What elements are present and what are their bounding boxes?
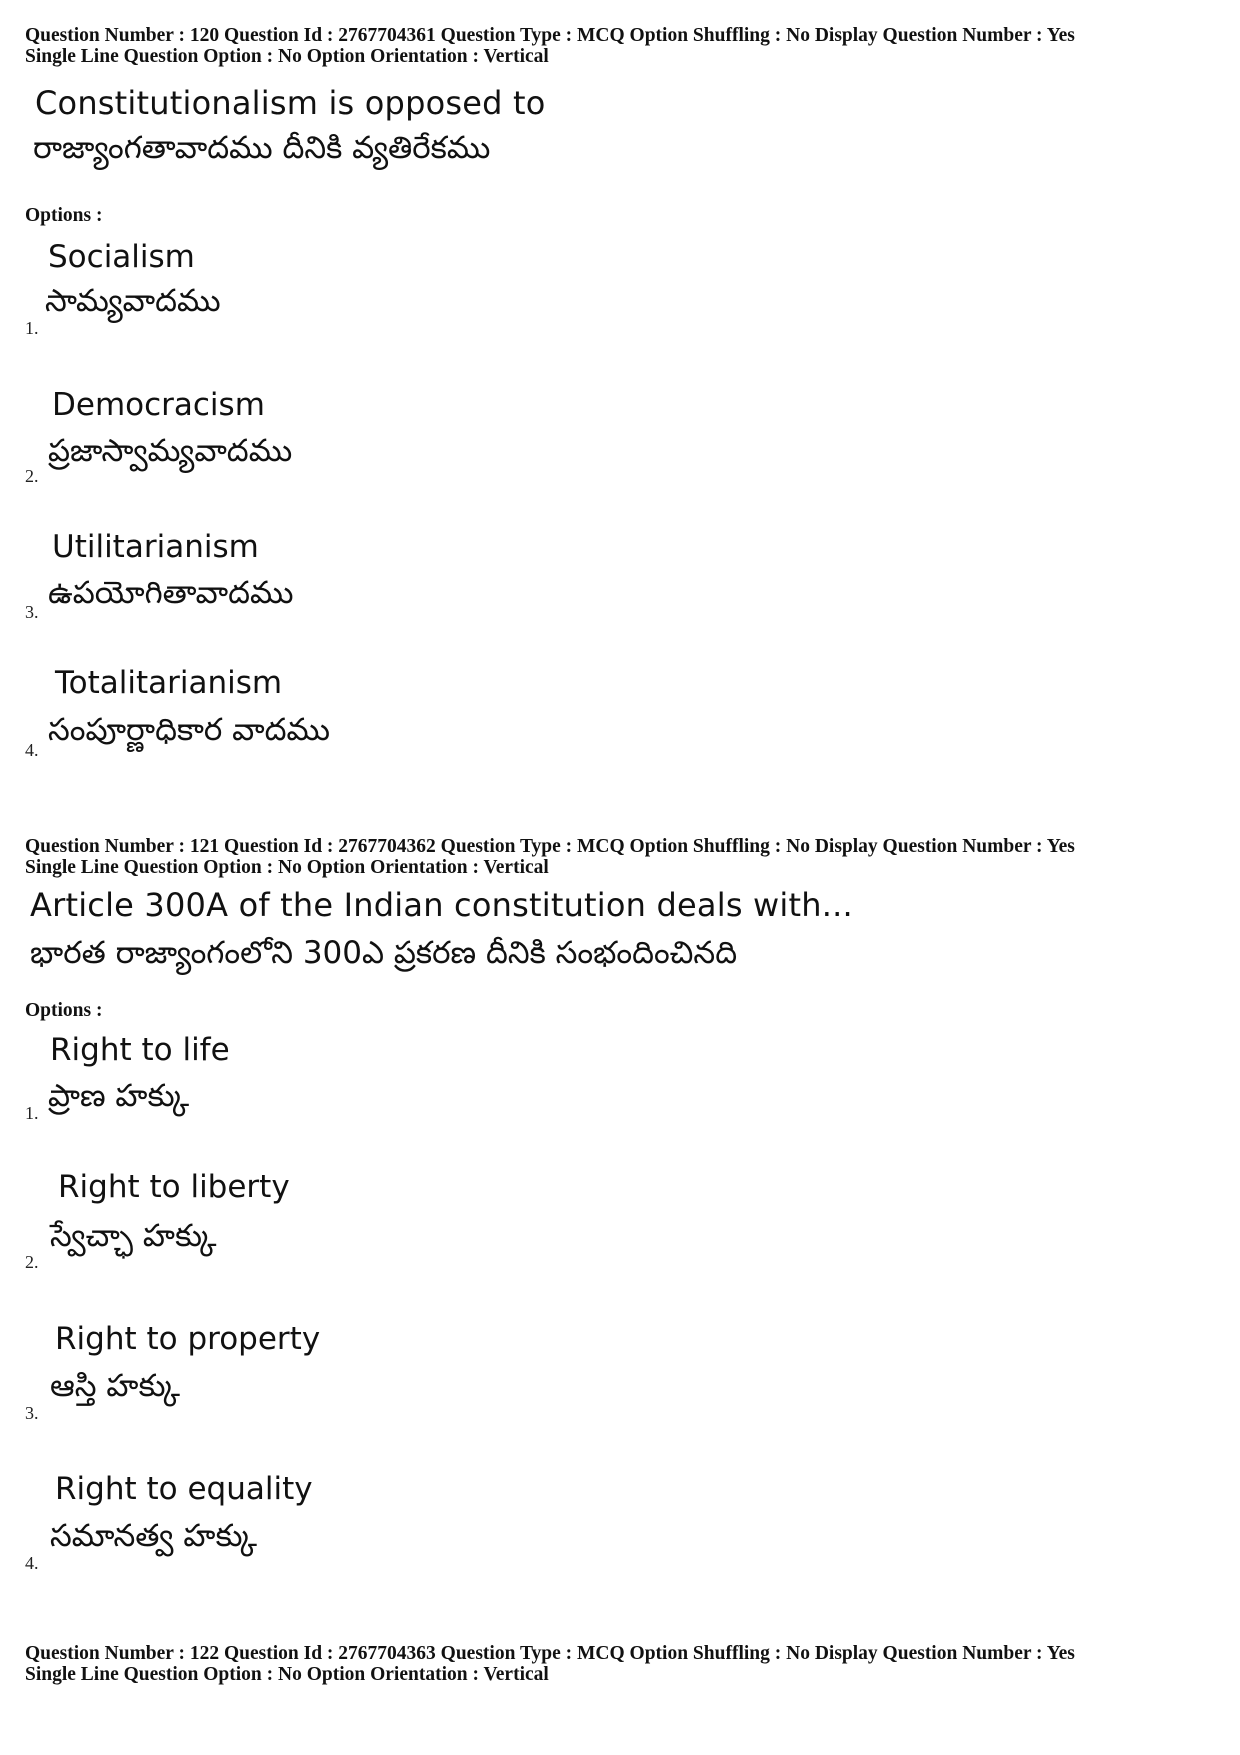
option-number: 4. <box>25 740 39 760</box>
option-text-en: Right to liberty <box>58 1169 290 1205</box>
option-text-en: Democracism <box>52 387 265 423</box>
option-text-te: ప్రాణ హక్కు <box>48 1078 190 1114</box>
option-text-en: Right to property <box>55 1321 321 1357</box>
option-number: 2. <box>25 1252 39 1272</box>
option-text-te: సామ్యవాదము <box>45 283 221 319</box>
options-label: Options : <box>25 205 103 226</box>
option-text-en: Right to equality <box>55 1471 313 1507</box>
question-text-te: భారత రాజ్యాంగంలోని 300ఎ ప్రకరణ దీనికి సంభందించినది <box>30 935 738 971</box>
option-text-te: ప్రజాస్వామ్యవాదము <box>48 433 293 469</box>
option-number: 2. <box>25 466 39 486</box>
question-meta-line1: Question Number : 122 Question Id : 2767704363 Question Type : MCQ Option Shuffling : No Display Question Number : Yes <box>25 1643 1075 1664</box>
question-meta-line2: Single Line Question Option : No Option Orientation : Vertical <box>25 857 549 878</box>
option-number: 4. <box>25 1553 39 1573</box>
option-text-te: స్వేచ్ఛా హక్కు <box>50 1218 217 1254</box>
options-label: Options : <box>25 1000 103 1021</box>
option-text-en: Right to life <box>50 1032 230 1068</box>
option-text-te: ఆస్తి హక్కు <box>50 1368 181 1404</box>
question-meta-line1: Question Number : 120 Question Id : 2767704361 Question Type : MCQ Option Shuffling : No Display Question Number : Yes <box>25 25 1075 46</box>
option-number: 1. <box>25 318 39 338</box>
question-text-en: Article 300A of the Indian constitution deals with... <box>30 886 853 924</box>
option-text-en: Totalitarianism <box>55 665 283 701</box>
option-text-en: Utilitarianism <box>52 529 259 565</box>
option-number: 1. <box>25 1103 39 1123</box>
question-meta-line2: Single Line Question Option : No Option Orientation : Vertical <box>25 1664 549 1685</box>
option-text-te: సంపూర్ణాధికార వాదము <box>48 712 331 748</box>
question-text-te: రాజ్యాంగతావాదము దీనికి వ్యతిరేకము <box>33 130 491 166</box>
option-number: 3. <box>25 1403 39 1423</box>
option-text-en: Socialism <box>48 239 195 275</box>
option-text-te: ఉపయోగితావాదము <box>48 575 294 611</box>
option-number: 3. <box>25 602 39 622</box>
question-meta-line1: Question Number : 121 Question Id : 2767704362 Question Type : MCQ Option Shuffling : No Display Question Number : Yes <box>25 836 1075 857</box>
question-meta-line2: Single Line Question Option : No Option Orientation : Vertical <box>25 46 549 67</box>
option-text-te: సమానత్వ హక్కు <box>50 1518 257 1554</box>
question-text-en: Constitutionalism is opposed to <box>35 84 546 122</box>
